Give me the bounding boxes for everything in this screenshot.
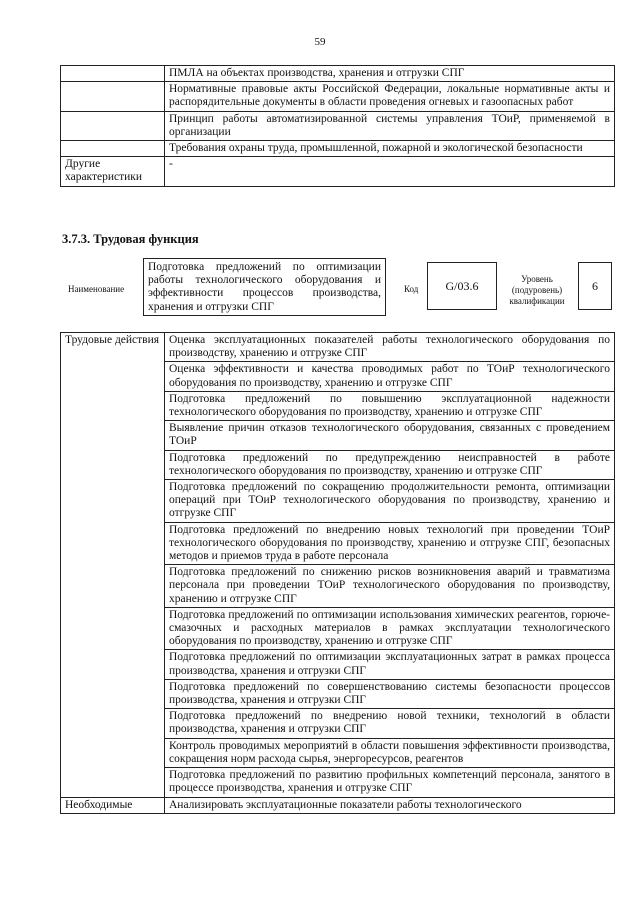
- labor-action: Оценка эксплуатационных показателей работы технологического оборудования по производству, хранению и отгрузке СПГ: [165, 333, 615, 362]
- row-label: [61, 141, 165, 157]
- skill-item: Анализировать эксплуатационные показатели работы технологического: [165, 797, 615, 813]
- labor-action: Выявление причин отказов технологического оборудования, связанных с проведением ТОиР: [165, 421, 615, 450]
- section-heading: 3.7.3. Трудовая функция: [62, 232, 199, 246]
- table-row: [61, 141, 615, 157]
- level-label: Уровень (подуровень) квалификации: [509, 274, 565, 306]
- row-label: [61, 111, 165, 140]
- labor-action: Подготовка предложений по повышению эксплуатационной надежности технологического оборудования по производству, хранению и отгрузке СПГ: [165, 391, 615, 420]
- labor-action: Подготовка предложений по совершенствованию системы безопасности процессов производства, хранения и отгрузки СПГ: [165, 679, 615, 708]
- labor-action: Оценка эффективности и качества проводимых работ по ТОиР технологического оборудования по производству, хранению и отгрузке СПГ: [165, 362, 615, 391]
- code-value: G/03.6: [427, 262, 497, 310]
- row-text: -: [165, 157, 615, 186]
- table-row: [61, 66, 615, 82]
- table-row: [61, 797, 615, 813]
- code-label: Код: [404, 284, 419, 294]
- labor-action: Подготовка предложений по оптимизации эксплуатационных затрат в рамках процесса производства, хранения и отгрузки СПГ: [165, 650, 615, 679]
- table-row: [61, 111, 615, 140]
- row-text: Принцип работы автоматизированной системы управления ТОиР, применяемой в организации: [165, 111, 615, 140]
- table-row: [61, 82, 615, 111]
- labor-action: Подготовка предложений по внедрению новых технологий при проведении ТОиР технологического оборудования по производству, хранению и отгрузке СПГ, безопасных методов и приемов труда в работе персонала: [165, 522, 615, 565]
- skills-label: Необходимые: [61, 797, 165, 813]
- table-row: [61, 333, 615, 362]
- row-text: Требования охраны труда, промышленной, пожарной и экологической безопасности: [165, 141, 615, 157]
- actions-label: Трудовые действия: [61, 333, 165, 798]
- row-label: Другие характеристики: [61, 157, 165, 186]
- knowledge-table: [60, 65, 615, 187]
- labor-action: Подготовка предложений по развитию профильных компетенций персонала, занятого в процессе производства, хранения и отгрузке СПГ: [165, 768, 615, 797]
- row-text: Нормативные правовые акты Российской Федерации, локальные нормативные акты и распорядительные документы в области проведения огневых и газоопасных работ: [165, 82, 615, 111]
- labor-actions-table: [60, 332, 615, 814]
- labor-action: Подготовка предложений по внедрению новой техники, технологий в области производства, хранения и отгрузки СПГ: [165, 709, 615, 738]
- level-value: 6: [578, 262, 612, 310]
- labor-action: Подготовка предложений по оптимизации использования химических реагентов, горюче-смазочных и расходных материалов в рамках эксплуатации технологического оборудования по производству, хранению и отгрузке СПГ: [165, 607, 615, 650]
- table-row: [61, 157, 615, 186]
- function-name-value: Подготовка предложений по оптимизации работы технологического оборудования и эффективности процессов производства, хранения и отгрузки СПГ: [143, 258, 386, 316]
- row-text: ПМЛА на объектах производства, хранения и отгрузки СПГ: [165, 66, 615, 82]
- name-label: Наименование: [68, 284, 125, 294]
- row-label: [61, 66, 165, 82]
- page-number: 59: [314, 36, 326, 48]
- row-label: [61, 82, 165, 111]
- labor-action: Контроль проводимых мероприятий в области повышения эффективности производства, сокращения норм расхода сырья, энергоресурсов, реагентов: [165, 738, 615, 767]
- labor-action: Подготовка предложений по снижению рисков возникновения аварий и травматизма персонала при проведении ТОиР технологического оборудования по производству, хранению и отгрузке СПГ: [165, 565, 615, 608]
- labor-action: Подготовка предложений по предупреждению неисправностей в работе технологического оборудования по производству, хранению и отгрузке СПГ: [165, 450, 615, 479]
- labor-action: Подготовка предложений по сокращению продолжительности ремонта, оптимизации операций при ТОиР технологического оборудования по производству, хранению и отгрузке СПГ: [165, 480, 615, 523]
